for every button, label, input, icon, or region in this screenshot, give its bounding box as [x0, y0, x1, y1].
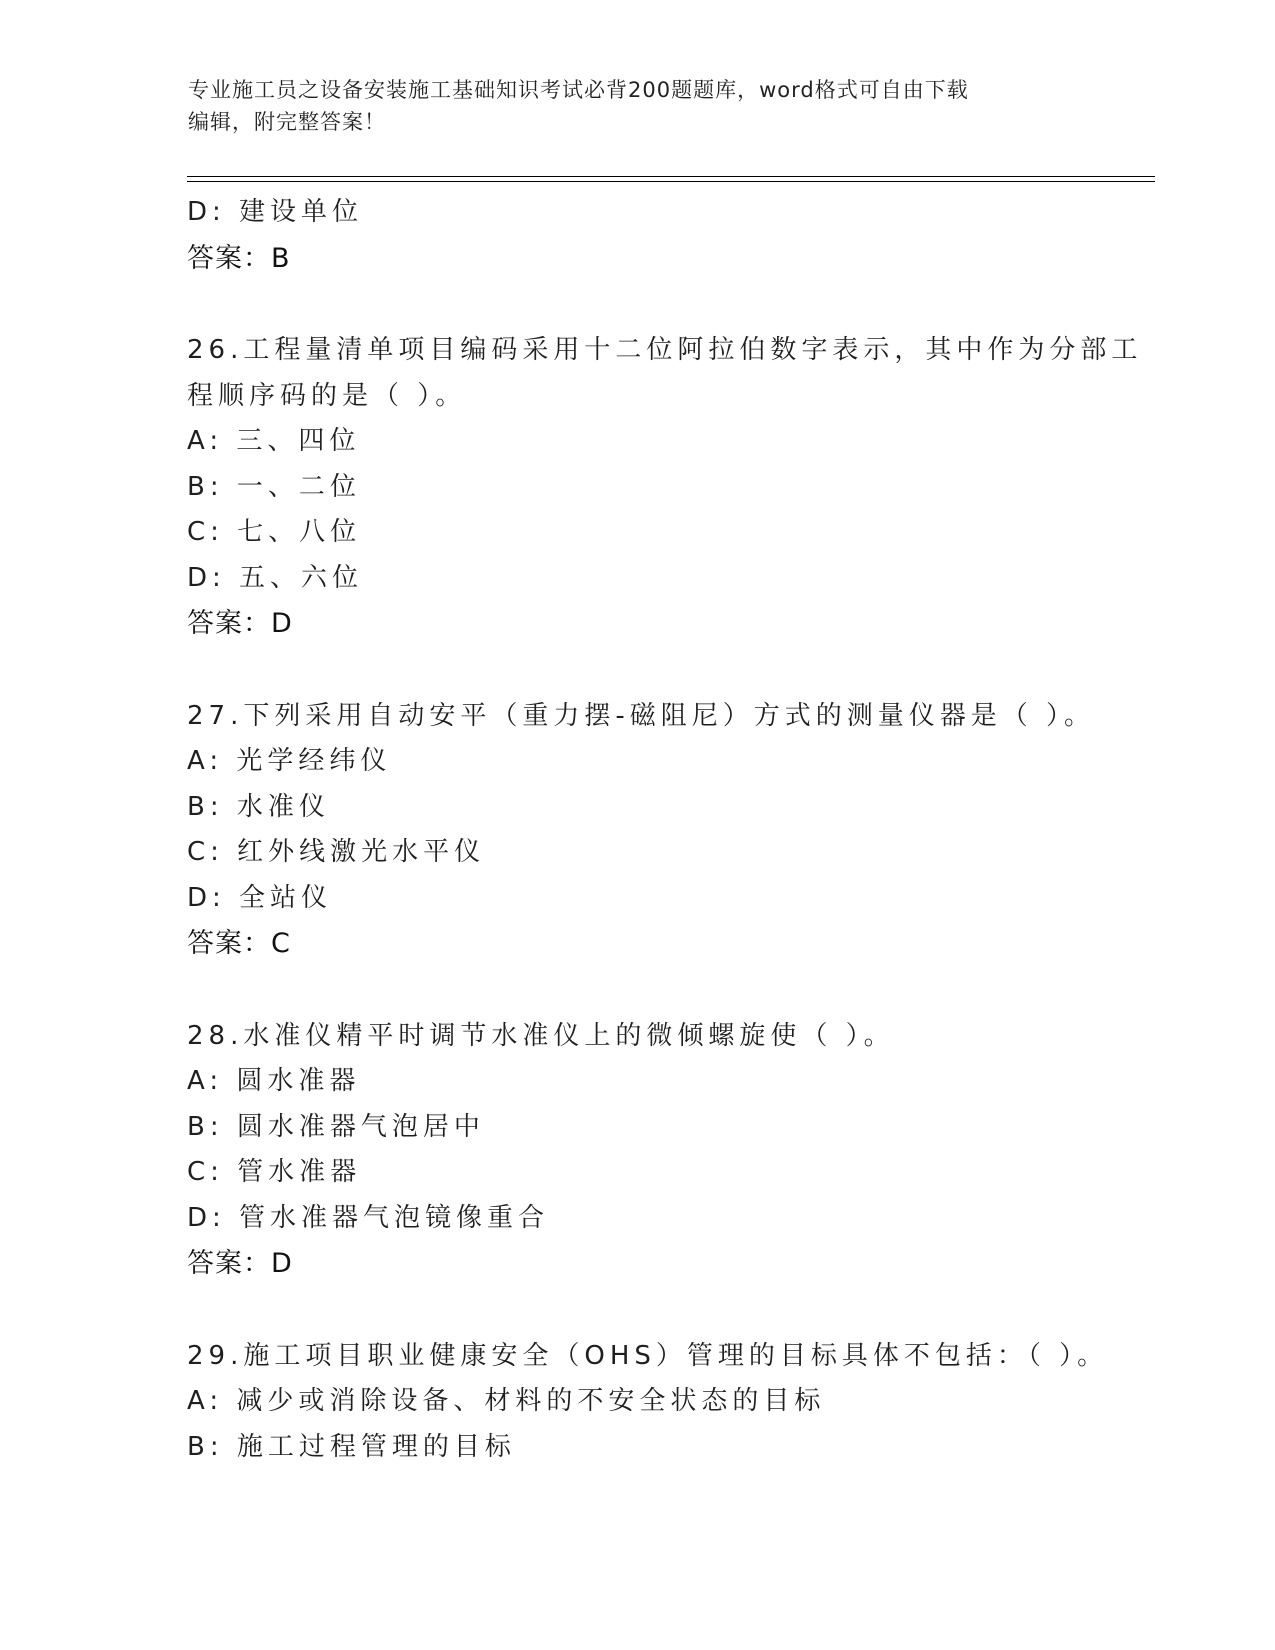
question-stem-continued: 程顺序码的是（ ）。 — [187, 380, 467, 411]
question-25-tail — [187, 190, 1117, 281]
question-stem: 29.施工项目职业健康安全（OHS）管理的目标具体不包括：（ ）。 — [187, 1340, 1109, 1371]
question-stem: 26.工程量清单项目编码采用十二位阿拉伯数字表示，其中作为分部工 — [187, 335, 1143, 365]
question-list — [187, 190, 1143, 1470]
option-d: D: 全站仪 — [187, 882, 333, 913]
document-header — [188, 74, 1088, 138]
spacer — [187, 281, 1117, 328]
option-b: B: 施工过程管理的目标 — [187, 1431, 516, 1462]
option-b: B: 一、二位 — [187, 471, 361, 502]
option-b: B: 圆水准器气泡居中 — [187, 1111, 485, 1142]
option-c: C: 七、八位 — [187, 517, 362, 547]
spacer — [187, 647, 1117, 694]
question-28 — [187, 1014, 1117, 1287]
option-a: A: 光学经纬仪 — [187, 746, 392, 776]
question-27 — [187, 694, 1117, 967]
answer-line: 答案：D — [187, 608, 293, 639]
option-c: C: 红外线激光水平仪 — [187, 837, 486, 867]
spacer — [187, 967, 1117, 1014]
answer-line: 答案：D — [187, 1248, 293, 1279]
option-a: A: 三、四位 — [187, 426, 361, 456]
option-b: B: 水准仪 — [187, 791, 330, 822]
option-c: C: 管水准器 — [187, 1157, 362, 1187]
question-29 — [187, 1334, 1117, 1471]
option-d: D: 建设单位 — [187, 197, 364, 227]
header-line-1: 专业施工员之设备安装施工基础知识考试必背200题题库，word格式可自由下载 — [188, 78, 969, 102]
option-d: D: 管水准器气泡镜像重合 — [187, 1202, 550, 1233]
header-divider-top — [187, 176, 1155, 177]
answer-line: 答案：B — [187, 242, 291, 274]
option-a: A: 圆水准器 — [187, 1066, 361, 1096]
question-stem: 27.下列采用自动安平（重力摆-磁阻尼）方式的测量仪器是（ ）。 — [187, 700, 1095, 731]
question-26 — [187, 328, 1143, 647]
question-stem: 28.水准仪精平时调节水准仪上的微倾螺旋使（ ）。 — [187, 1020, 895, 1051]
header-divider-bottom — [187, 181, 1155, 182]
spacer — [187, 1287, 1117, 1334]
answer-line: 答案：C — [187, 928, 291, 959]
header-line-2: 编辑，附完整答案！ — [188, 110, 386, 134]
option-d: D: 五、六位 — [187, 562, 364, 593]
option-a: A: 减少或消除设备、材料的不安全状态的目标 — [187, 1386, 826, 1416]
